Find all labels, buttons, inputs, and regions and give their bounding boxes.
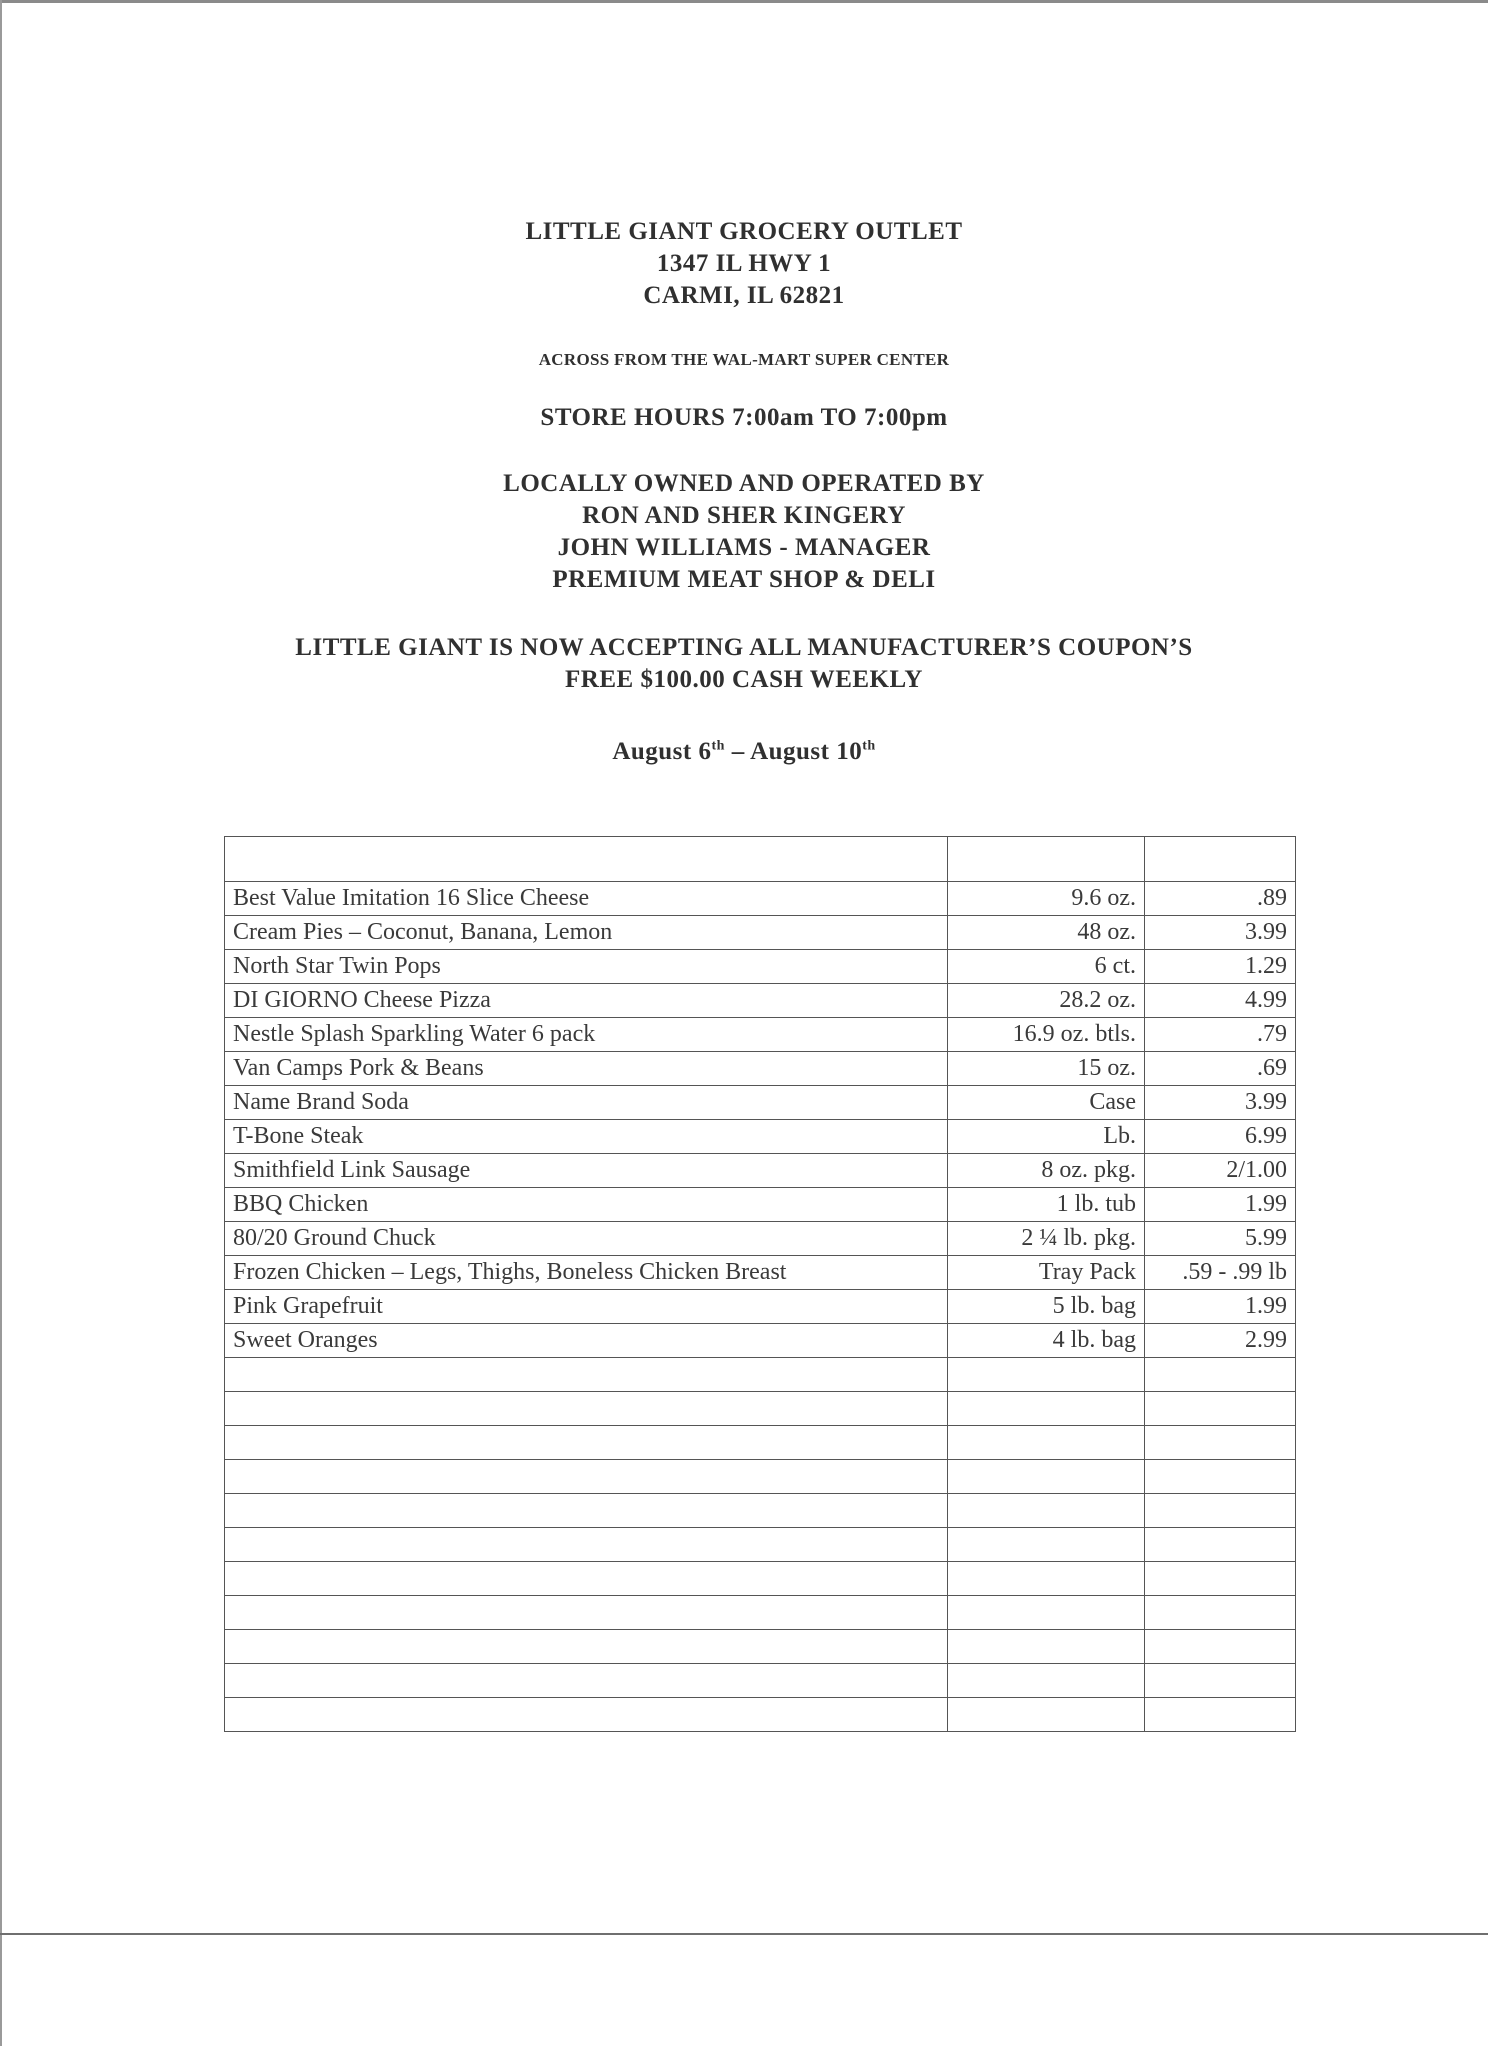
table-row <box>225 1086 1296 1120</box>
location-note: ACROSS FROM THE WAL-MART SUPER CENTER <box>538 350 950 369</box>
empty-cell <box>948 1698 1145 1732</box>
empty-table-row <box>225 1596 1296 1630</box>
empty-cell <box>225 1664 948 1698</box>
empty-cell <box>1145 1392 1296 1426</box>
item-name: North Star Twin Pops <box>225 950 948 984</box>
store-name: LITTLE GIANT GROCERY OUTLET <box>525 218 963 245</box>
item-price: 1.99 <box>1145 1188 1296 1222</box>
empty-cell <box>1145 1562 1296 1596</box>
empty-cell <box>948 1528 1145 1562</box>
item-size: 2 ¼ lb. pkg. <box>948 1222 1145 1256</box>
item-size: 8 oz. pkg. <box>948 1154 1145 1188</box>
item-price: 1.99 <box>1145 1290 1296 1324</box>
header-cell-price <box>1145 837 1296 882</box>
manager-line: JOHN WILLIAMS - MANAGER <box>557 534 931 561</box>
table-row <box>225 1154 1296 1188</box>
empty-cell <box>948 1460 1145 1494</box>
item-size: 9.6 oz. <box>948 882 1145 916</box>
sale-date-range <box>0 736 1488 768</box>
item-name: Smithfield Link Sausage <box>225 1154 948 1188</box>
empty-table-row <box>225 1460 1296 1494</box>
item-name: T-Bone Steak <box>225 1120 948 1154</box>
date-separator: – <box>724 738 751 765</box>
empty-table-row <box>225 1358 1296 1392</box>
empty-cell <box>948 1562 1145 1596</box>
meat-shop-line: PREMIUM MEAT SHOP & DELI <box>552 566 936 593</box>
cash-line: FREE $100.00 CASH WEEKLY <box>565 666 923 693</box>
empty-cell <box>225 1494 948 1528</box>
empty-table-row <box>225 1562 1296 1596</box>
end-date: August 10 <box>750 738 863 765</box>
item-price: 3.99 <box>1145 916 1296 950</box>
item-name: BBQ Chicken <box>225 1188 948 1222</box>
table-header-row <box>225 837 1296 882</box>
table-row <box>225 1052 1296 1086</box>
item-price: .69 <box>1145 1052 1296 1086</box>
store-city: CARMI, IL 62821 <box>643 282 845 309</box>
end-date-suffix: th <box>862 738 876 754</box>
empty-cell <box>225 1460 948 1494</box>
store-hours: STORE HOURS 7:00am TO 7:00pm <box>540 404 948 431</box>
empty-cell <box>225 1630 948 1664</box>
empty-table-row <box>225 1630 1296 1664</box>
price-table <box>224 836 1296 1732</box>
item-size: Case <box>948 1086 1145 1120</box>
item-price: 2/1.00 <box>1145 1154 1296 1188</box>
table-row <box>225 1290 1296 1324</box>
empty-cell <box>225 1596 948 1630</box>
empty-cell <box>948 1358 1145 1392</box>
empty-cell <box>1145 1528 1296 1562</box>
item-size: Lb. <box>948 1120 1145 1154</box>
item-name: Name Brand Soda <box>225 1086 948 1120</box>
empty-cell <box>948 1630 1145 1664</box>
empty-cell <box>1145 1630 1296 1664</box>
sale-dates <box>0 736 1488 768</box>
empty-cell <box>225 1698 948 1732</box>
ownership-info <box>0 468 1488 596</box>
empty-table-row <box>225 1426 1296 1460</box>
item-price: 4.99 <box>1145 984 1296 1018</box>
item-price: .59 - .99 lb <box>1145 1256 1296 1290</box>
owners-line: RON AND SHER KINGERY <box>582 502 906 529</box>
item-price: 6.99 <box>1145 1120 1296 1154</box>
table-row <box>225 1256 1296 1290</box>
empty-table-row <box>225 1698 1296 1732</box>
promo-info <box>0 632 1488 696</box>
item-name: DI GIORNO Cheese Pizza <box>225 984 948 1018</box>
empty-cell <box>225 1562 948 1596</box>
table-row <box>225 1018 1296 1052</box>
empty-cell <box>225 1426 948 1460</box>
start-date-suffix: th <box>711 738 725 754</box>
table-row <box>225 950 1296 984</box>
empty-table-row <box>225 1494 1296 1528</box>
header-cell-size <box>948 837 1145 882</box>
table-row <box>225 882 1296 916</box>
table-row <box>225 1188 1296 1222</box>
item-name: Van Camps Pork & Beans <box>225 1052 948 1086</box>
item-name: Cream Pies – Coconut, Banana, Lemon <box>225 916 948 950</box>
item-name: Pink Grapefruit <box>225 1290 948 1324</box>
store-info <box>0 216 1488 312</box>
empty-cell <box>1145 1358 1296 1392</box>
empty-cell <box>948 1426 1145 1460</box>
empty-cell <box>1145 1698 1296 1732</box>
start-date: August 6 <box>612 738 712 765</box>
empty-cell <box>948 1392 1145 1426</box>
table-row <box>225 1222 1296 1256</box>
table-row <box>225 1120 1296 1154</box>
item-size: 28.2 oz. <box>948 984 1145 1018</box>
owned-by-line: LOCALLY OWNED AND OPERATED BY <box>503 470 985 497</box>
empty-cell <box>225 1392 948 1426</box>
empty-table-row <box>225 1664 1296 1698</box>
item-name: Best Value Imitation 16 Slice Cheese <box>225 882 948 916</box>
item-price: 5.99 <box>1145 1222 1296 1256</box>
empty-cell <box>225 1358 948 1392</box>
item-name: Nestle Splash Sparkling Water 6 pack <box>225 1018 948 1052</box>
item-price: 3.99 <box>1145 1086 1296 1120</box>
empty-cell <box>948 1664 1145 1698</box>
price-table-wrap <box>224 836 1296 1732</box>
empty-table-row <box>225 1528 1296 1562</box>
item-size: 1 lb. tub <box>948 1188 1145 1222</box>
item-size: Tray Pack <box>948 1256 1145 1290</box>
item-price: .89 <box>1145 882 1296 916</box>
item-price: 2.99 <box>1145 1324 1296 1358</box>
table-row <box>225 1324 1296 1358</box>
price-table-body <box>225 837 1296 1732</box>
item-size: 48 oz. <box>948 916 1145 950</box>
item-price: .79 <box>1145 1018 1296 1052</box>
empty-cell <box>948 1494 1145 1528</box>
item-size: 6 ct. <box>948 950 1145 984</box>
item-size: 16.9 oz. btls. <box>948 1018 1145 1052</box>
empty-cell <box>948 1596 1145 1630</box>
empty-table-row <box>225 1392 1296 1426</box>
item-name: Frozen Chicken – Legs, Thighs, Boneless Chicken Breast <box>225 1256 948 1290</box>
empty-cell <box>1145 1596 1296 1630</box>
header-cell-name <box>225 837 948 882</box>
coupon-line: LITTLE GIANT IS NOW ACCEPTING ALL MANUFACTURER’S COUPON’S <box>295 634 1193 661</box>
location-note-block <box>0 348 1488 372</box>
item-name: Sweet Oranges <box>225 1324 948 1358</box>
empty-cell <box>225 1528 948 1562</box>
item-size: 5 lb. bag <box>948 1290 1145 1324</box>
item-price: 1.29 <box>1145 950 1296 984</box>
empty-cell <box>1145 1426 1296 1460</box>
item-size: 4 lb. bag <box>948 1324 1145 1358</box>
empty-cell <box>1145 1494 1296 1528</box>
item-name: 80/20 Ground Chuck <box>225 1222 948 1256</box>
scan-edge-bottom <box>0 1933 1488 1935</box>
empty-cell <box>1145 1460 1296 1494</box>
store-hours-block <box>0 402 1488 434</box>
table-row <box>225 984 1296 1018</box>
empty-cell <box>1145 1664 1296 1698</box>
store-address: 1347 IL HWY 1 <box>656 250 832 277</box>
table-row <box>225 916 1296 950</box>
item-size: 15 oz. <box>948 1052 1145 1086</box>
scan-edge-top <box>0 0 1488 3</box>
